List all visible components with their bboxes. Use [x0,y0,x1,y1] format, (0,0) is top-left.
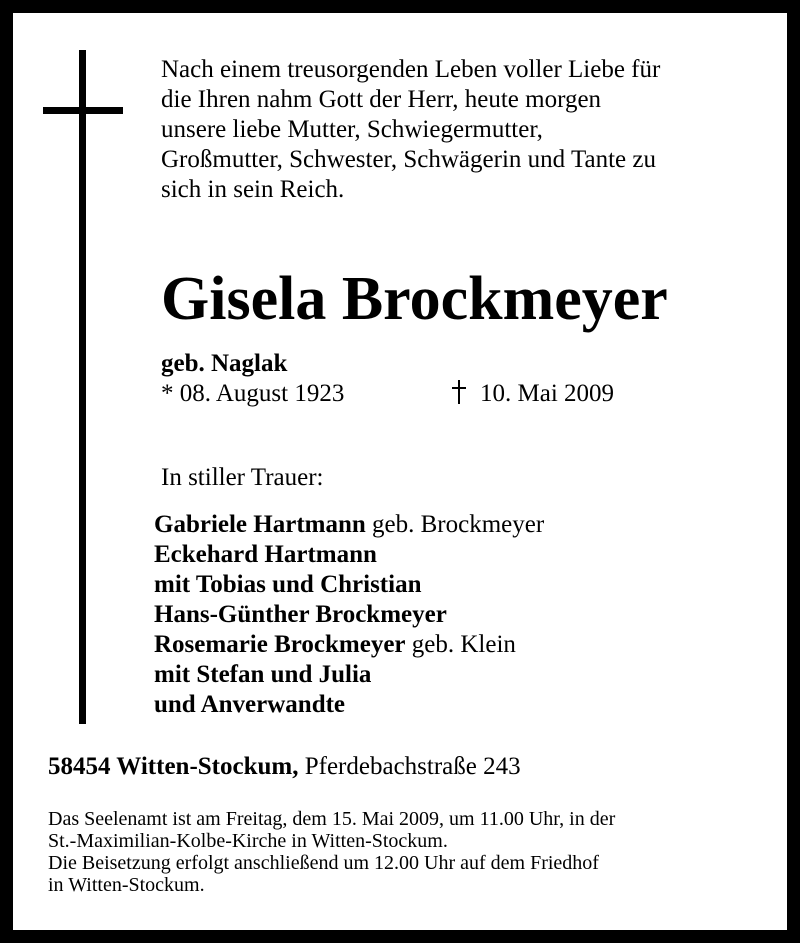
address-city: 58454 Witten-Stockum, [48,753,299,780]
mourner-item: und Anverwandte [154,691,346,718]
maiden-name: geb. Naglak [161,350,288,377]
intro-line: die Ihren nahm Gott der Herr, heute morgen [161,86,602,113]
intro-line: sich in sein Reich. [161,176,345,203]
intro-line: unsere liebe Mutter, Schwiegermutter, [161,116,543,143]
address-street: Pferdebachstraße 243 [298,753,521,780]
mourner-item: Hans-Günther Brockmeyer [154,601,447,628]
family-address [48,752,521,782]
deceased-name: Gisela Brockmeyer [161,265,668,333]
service-note-line: Das Seelenamt ist am Freitag, dem 15. Mai 2009, um 11.00 Uhr, in der [48,808,616,830]
death-date: 10. Mai 2009 [480,380,615,407]
death-cross-icon [452,380,466,404]
cross-horizontal-bar [43,107,123,114]
mourner-item: Eckehard Hartmann [154,541,377,568]
mourning-heading: In stiller Trauer: [161,464,324,491]
death-date-line [452,379,614,409]
intro-line: Nach einem treusorgenden Leben voller Liebe für [161,56,661,83]
birth-date: * 08. August 1923 [161,380,345,407]
service-note-line: in Witten-Stockum. [48,874,205,896]
cross-vertical-bar [79,50,86,724]
mourner-item: mit Tobias und Christian [154,571,422,598]
service-note-line: St.-Maximilian-Kolbe-Kirche in Witten-Stockum. [48,830,448,852]
mourner-item: mit Stefan und Julia [154,661,372,688]
intro-line: Großmutter, Schwester, Schwägerin und Tante zu [161,146,656,173]
mourner-item: Rosemarie Brockmeyer geb. Klein [154,631,516,658]
service-note-line: Die Beisetzung erfolgt anschließend um 12.00 Uhr auf dem Friedhof [48,852,599,874]
intro-text [161,55,761,205]
mourners-list [154,510,544,720]
service-notes [48,808,768,896]
mourner-item: Gabriele Hartmann geb. Brockmeyer [154,511,545,538]
